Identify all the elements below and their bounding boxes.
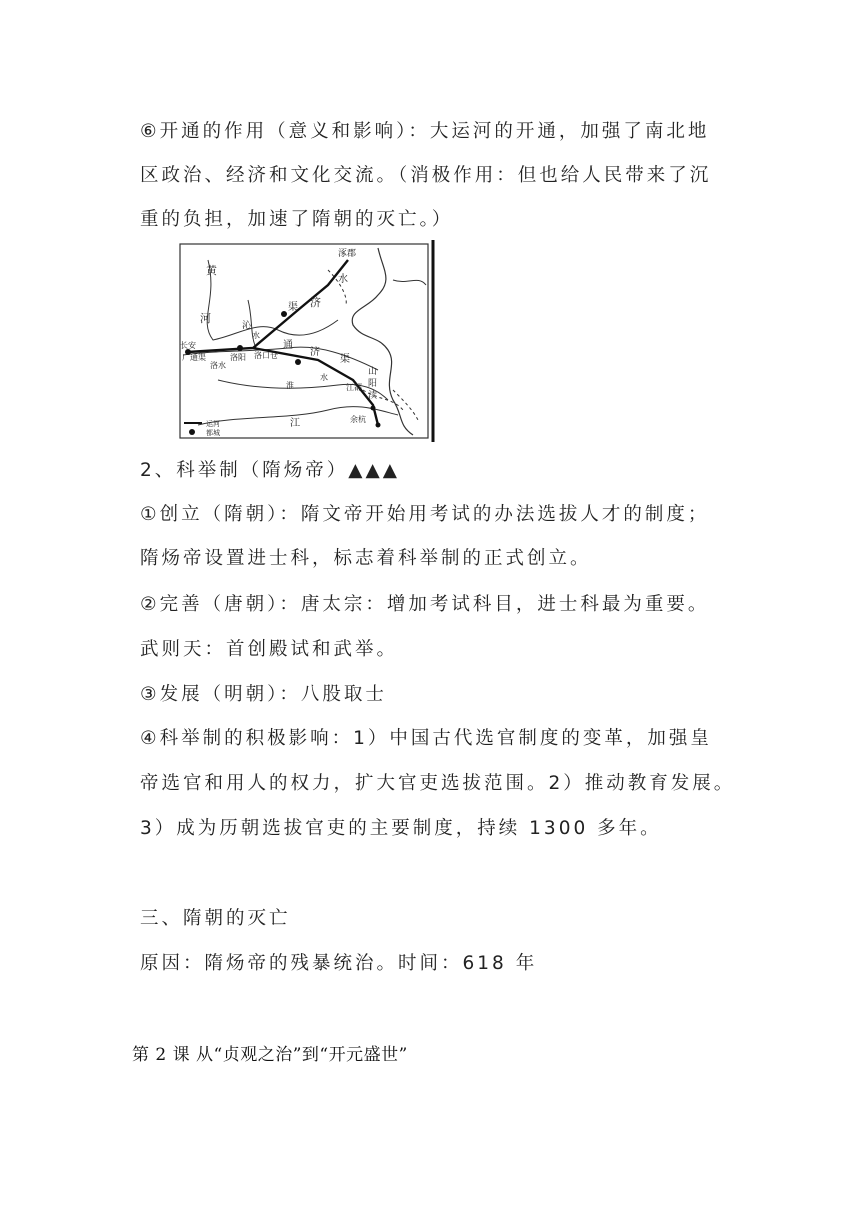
map-label-changan: 长安 [180, 341, 196, 350]
map-label-huang: 黄 [206, 264, 217, 277]
grand-canal-map [178, 240, 440, 442]
paragraph-1-line-1: ⑥开通的作用（意义和影响）：大运河的开通，加强了南北地 [140, 121, 710, 142]
keju-improvement-line-1: ②完善（唐朝）：唐太宗：增加考试科目，进士科最为重要。 [140, 594, 710, 615]
map-label-shan: 山 [368, 367, 378, 377]
map-label-du: 渎 [368, 391, 378, 401]
map-label-luoshui: 洛水 [210, 361, 226, 370]
lesson-title: 第 2 课 从“贞观之治”到“开元盛世” [132, 1045, 408, 1065]
keju-founding-line-2: 隋炀帝设置进士科，标志着科举制的正式创立。 [140, 548, 592, 569]
map-label-shui2: 水 [252, 331, 260, 340]
map-label-huai: 淮 [286, 381, 294, 390]
map-label-zhuojun: 涿郡 [338, 249, 357, 259]
section-sui-fall-heading: 三、隋朝的灭亡 [140, 908, 291, 929]
map-label-ji2: 济 [310, 347, 320, 358]
section-keju-heading: 2、科举制（隋炀帝）▲▲▲ [140, 460, 400, 481]
keju-improvement-line-2: 武则天：首创殿试和武举。 [140, 639, 399, 660]
sui-fall-reason-line: 原因：隋炀帝的残暴统治。时间：618 年 [140, 953, 538, 974]
map-label-guangtongqu: 广通渠 [182, 353, 206, 362]
keju-impact-line-2: 帝选官和用人的权力，扩大官吏选拔范围。2）推动教育发展。 [140, 773, 736, 794]
legend-canal-label: 运河 [206, 420, 220, 428]
map-label-yuhang: 余杭 [350, 415, 366, 424]
paragraph-1-line-2: 区政治、经济和文化交流。（消极作用：但也给人民带来了沉 [140, 165, 712, 186]
legend-capital-swatch [189, 429, 195, 435]
keju-development-line: ③发展（明朝）：八股取士 [140, 684, 387, 705]
keju-impact-line-1: ④科举制的积极影响：1）中国古代选官制度的变革，加强皇 [140, 728, 712, 749]
map-label-yang: 阳 [368, 379, 378, 389]
map-label-shui3: 水 [320, 373, 328, 382]
map-label-qin: 沁 [242, 321, 252, 331]
paragraph-1-line-3: 重的负担，加速了隋朝的灭亡。） [140, 209, 454, 230]
map-label-qu2: 渠 [340, 354, 350, 365]
map-label-ji: 济 [310, 296, 321, 309]
map-label-qu: 渠 [288, 302, 298, 313]
legend-capital-label: 都城 [206, 429, 220, 437]
map-label-jiang: 江 [290, 418, 300, 429]
keju-founding-line-1: ①创立（隋朝）：隋文帝开始用考试的办法选拔人才的制度； [140, 504, 710, 525]
map-label-luoyang: 洛阳 [230, 353, 246, 362]
map-label-he: 河 [200, 312, 211, 325]
map-label-luokoucang: 洛口仓 [254, 351, 278, 360]
map-label-jiangdu: 江都 [346, 383, 362, 392]
map-label-tong: 通 [283, 340, 293, 351]
keju-impact-line-3: 3）成为历朝选拔官吏的主要制度，持续 1300 多年。 [140, 818, 662, 839]
map-label-shui: 水 [338, 274, 348, 285]
